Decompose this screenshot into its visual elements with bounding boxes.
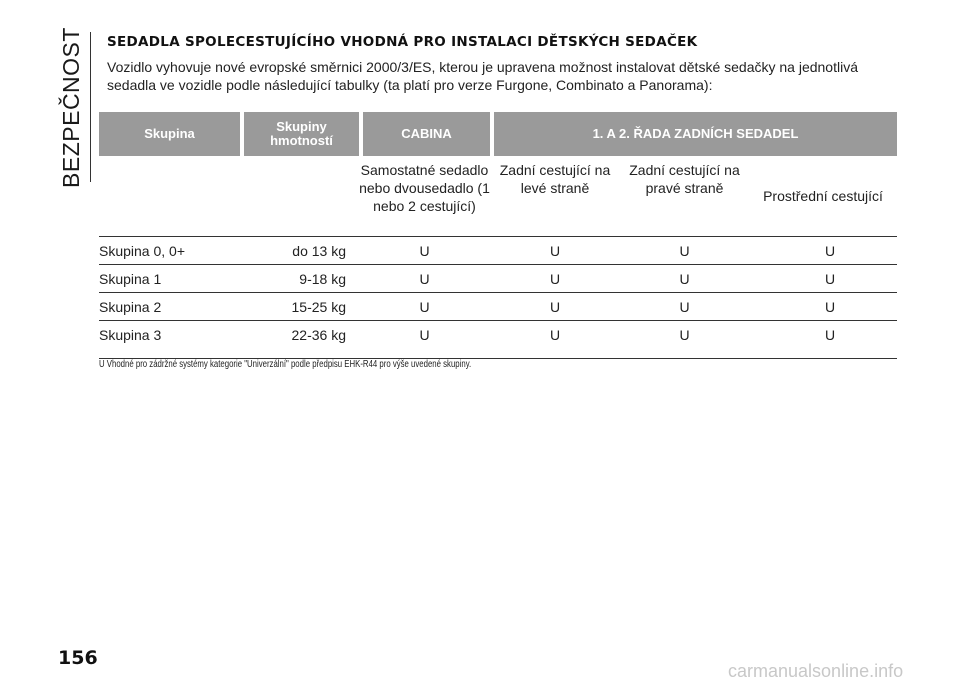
row-rear-middle: U: [824, 242, 836, 259]
row-rear-right: U: [679, 242, 690, 259]
table-header: [99, 112, 897, 156]
table-row: [99, 293, 897, 321]
row-cabin: U: [419, 298, 430, 315]
row-rear-left: U: [549, 242, 561, 259]
subheader-rear-left: Zadní cestující na levé straně: [499, 162, 611, 196]
header-group: Skupina: [144, 126, 195, 141]
row-rear-left: U: [549, 326, 561, 343]
row-rear-middle: U: [824, 298, 836, 315]
intro-line: sedadla ve vozidle podle následující tabulky (ta platí pro verze Furgone, Combinato a Panorama):: [107, 77, 713, 93]
row-rear-right: U: [679, 298, 690, 315]
subheader-cell: [240, 156, 359, 236]
subheader-rear-right: Zadní cestující na pravé straně: [629, 162, 740, 196]
section-divider: [90, 32, 91, 182]
subheader-rear-middle: Prostřední cestující: [763, 188, 883, 204]
row-rear-right: U: [679, 326, 690, 343]
header-weight: Skupiny hmotností: [240, 112, 359, 156]
header-rear-seats: 1. A 2. ŘADA ZADNÍCH SEDADEL: [490, 112, 897, 156]
child-seat-table: [99, 112, 897, 359]
row-rear-left: U: [549, 270, 561, 287]
table-row: [99, 237, 897, 265]
intro-line: Vozidlo vyhovuje nové evropské směrnici 2000/3/ES, kterou je upravena možnost instalovat dětské sedačky na jednotlivá: [107, 59, 858, 75]
row-weight: 22-36 kg: [291, 326, 346, 343]
row-cabin: U: [419, 242, 430, 259]
subheader-cell: [99, 156, 240, 236]
row-rear-left: U: [549, 298, 561, 315]
table-subheader: [99, 156, 897, 237]
row-rear-middle: U: [824, 326, 836, 343]
row-weight: do 13 kg: [292, 242, 346, 259]
section-title: BEZPEČNOST: [57, 26, 84, 188]
table-bottom-rule: [99, 348, 897, 359]
header-cabin: CABINA: [359, 112, 490, 156]
subheader-cabin-seat: Samostatné sedadlo nebo dvousedadlo (1 nebo 2 cestující): [359, 162, 490, 214]
row-rear-right: U: [679, 270, 690, 287]
table-row: [99, 265, 897, 293]
row-weight: 15-25 kg: [291, 298, 346, 315]
page-heading: SEDADLA SPOLECESTUJÍCÍHO VHODNÁ PRO INSTALACI DĚTSKÝCH SEDAČEK: [107, 34, 698, 50]
intro-paragraph: [107, 58, 907, 94]
watermark: carmanualsonline.info: [728, 661, 904, 681]
table-row: [99, 321, 897, 348]
row-group: Skupina 1: [99, 270, 162, 287]
row-cabin: U: [419, 326, 430, 343]
row-rear-middle: U: [824, 270, 836, 287]
row-group: Skupina 0, 0+: [99, 242, 186, 259]
row-cabin: U: [419, 270, 430, 287]
table-footnote: U Vhodné pro zádržné systémy kategorie "Univerzální" podle předpisu EHK-R44 pro výše uvedené skupiny.: [99, 359, 472, 370]
row-weight: 9-18 kg: [299, 270, 346, 287]
row-group: Skupina 2: [99, 298, 162, 315]
page-number: 156: [58, 647, 98, 669]
row-group: Skupina 3: [99, 326, 162, 343]
